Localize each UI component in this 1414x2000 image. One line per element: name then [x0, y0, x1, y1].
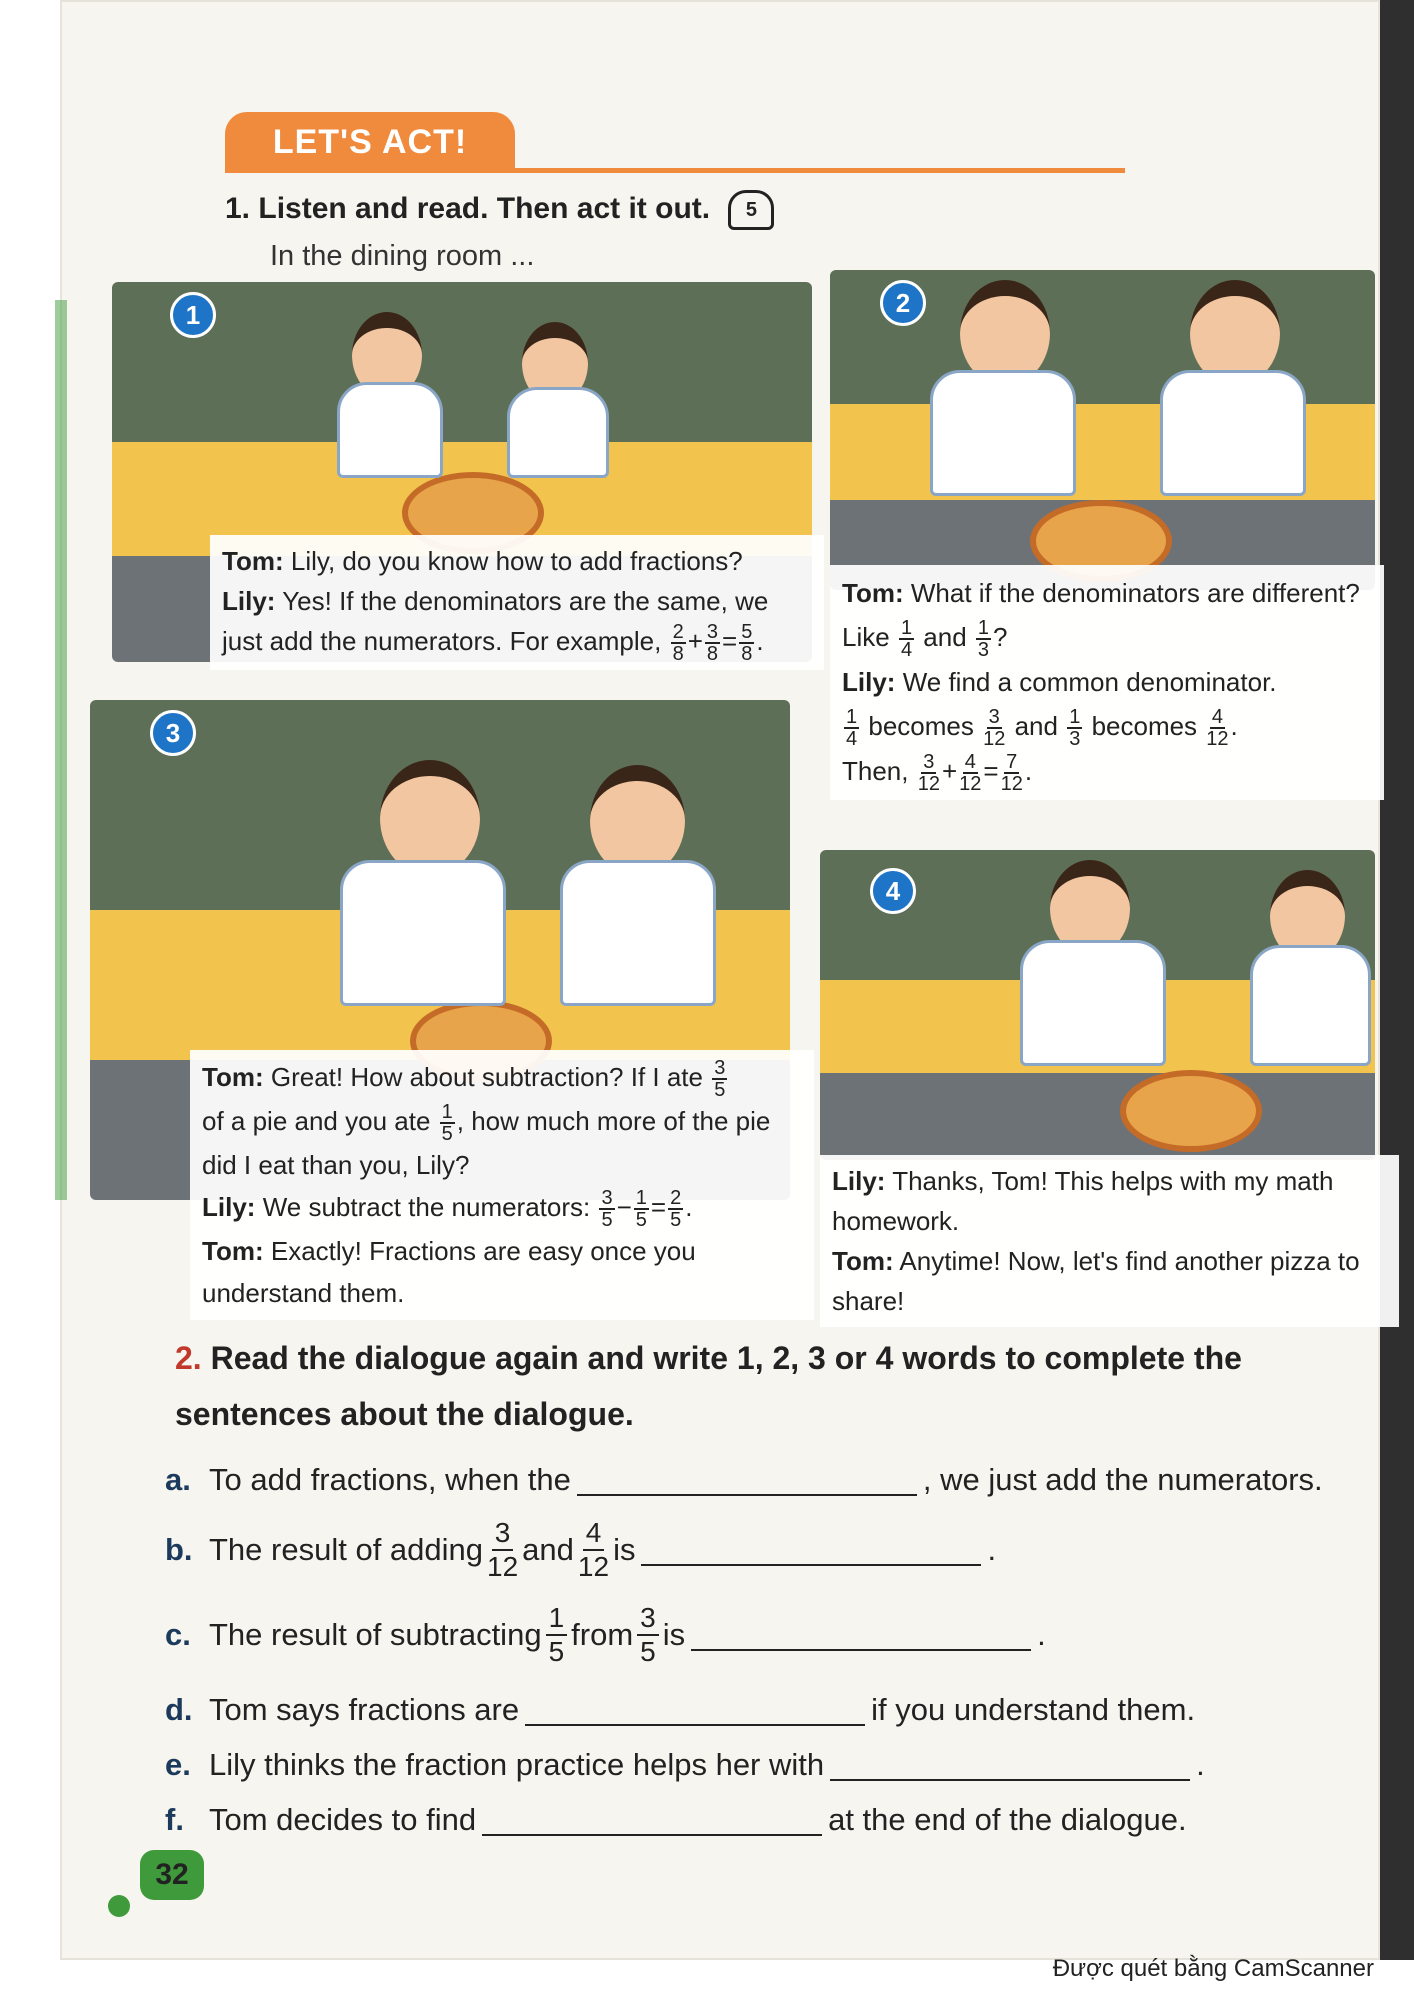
page-edge [1380, 0, 1414, 1960]
fraction: $\frac{5}{8}$ [741, 621, 753, 666]
item-b [165, 1510, 1365, 1590]
panel-number-1: 1 [170, 292, 216, 338]
fraction: 3 5 [637, 1602, 659, 1668]
line: Like [842, 622, 890, 652]
panel-1-dialogue: Tom: Lily, do you know how to add fractions? Lily: Yes! If the denominators are the same, we just add the numerators. For example, $\frac{2}{8}$ + $\frac{3}{8}$ = $\frac{5}{8}$ . [210, 535, 824, 670]
fraction: $\frac{2}{8}$ [672, 621, 684, 666]
fraction: $\frac{7}{12}$ [1000, 751, 1023, 796]
answer-blank[interactable] [577, 1464, 917, 1496]
panel-4-dialogue [820, 1155, 1399, 1327]
page-number: 32 [140, 1850, 204, 1900]
item-letter: a. [165, 1462, 191, 1497]
lily-shirt [507, 387, 609, 478]
line: , how much more of the pie did I eat than you, Lily? [202, 1106, 771, 1181]
line: We subtract the numerators: [262, 1192, 591, 1223]
q1-number: 1. [225, 191, 251, 225]
panel-number-2: 2 [880, 280, 926, 326]
fraction: $\frac{1}{3}$ [1069, 706, 1081, 751]
fraction: 1 5 [546, 1602, 568, 1668]
item-letter: b. [165, 1532, 193, 1567]
item-letter: c. [165, 1617, 191, 1652]
item-text: Tom decides to find [209, 1802, 477, 1837]
fraction: $\frac{4}{12}$ [959, 751, 982, 796]
lily-shirt [1160, 370, 1306, 496]
tom-shirt [337, 382, 443, 478]
item-text: is [662, 1617, 686, 1652]
item-text: Tom says fractions are [209, 1692, 520, 1727]
q2-number: 2. [175, 1340, 202, 1376]
scanner-watermark: Được quét bằng CamScanner [1052, 1955, 1374, 1982]
word: and [1014, 711, 1058, 742]
speaker: Tom: [832, 1246, 894, 1276]
speaker: Tom: [202, 1236, 264, 1267]
fraction: $\frac{1}{4}$ [900, 617, 913, 662]
item-text: . [987, 1532, 997, 1567]
item-text: , we just add the numerators. [922, 1462, 1323, 1497]
tom-figure [380, 760, 480, 876]
speaker: Lily: [842, 667, 896, 698]
line: Thanks, Tom! This helps with my math homework. [832, 1166, 1334, 1236]
item-d [165, 1680, 1365, 1740]
answer-blank[interactable] [830, 1749, 1190, 1781]
fraction: $\frac{1}{5}$ [441, 1101, 453, 1146]
answer-blank[interactable] [641, 1534, 981, 1566]
item-c [165, 1595, 1365, 1675]
word: and [923, 622, 967, 652]
table [820, 1073, 1375, 1160]
setting-text: In the dining room ... [270, 240, 535, 272]
word: Then, [842, 756, 909, 787]
line: We find a common denominator. [902, 667, 1277, 698]
lets-act-banner: LET'S ACT! [225, 112, 515, 172]
answer-blank[interactable] [525, 1694, 865, 1726]
speaker: Tom: [202, 1062, 264, 1092]
fraction: $\frac{3}{5}$ [601, 1187, 613, 1232]
item-e [165, 1735, 1365, 1795]
speaker: Tom: [222, 546, 284, 576]
item-text: . [1196, 1747, 1205, 1782]
item-text: . [1037, 1617, 1046, 1652]
panel-number-4: 4 [870, 868, 916, 914]
q1-text: Listen and read. Then act it out. [258, 191, 711, 225]
item-text: is [613, 1532, 636, 1567]
item-text: Lily thinks the fraction practice helps her with [209, 1747, 825, 1782]
speaker: Lily: [832, 1166, 886, 1196]
tom-shirt [340, 860, 506, 1006]
line: Lily, do you know how to add fractions? [290, 546, 743, 576]
fraction: $\frac{2}{5}$ [670, 1187, 682, 1232]
tom-shirt [1020, 940, 1166, 1066]
wall [112, 282, 812, 442]
fraction: $\frac{3}{12}$ [983, 706, 1006, 751]
answer-blank[interactable] [482, 1804, 822, 1836]
item-f [165, 1790, 1365, 1850]
speaker: Tom: [842, 578, 904, 608]
audio-track-icon[interactable] [728, 190, 774, 230]
line: Yes! If the denominators are the same, we just add the numerators. For example, [222, 586, 769, 656]
line: What if the denominators are different? [910, 578, 1360, 608]
fraction: 4 12 [577, 1517, 610, 1582]
line: Exactly! Fractions are easy once you understand them. [202, 1236, 696, 1309]
panel-3-dialogue: Tom: Great! How about subtraction? If I ate $\frac{3}{5}$ of a pie and you ate $\frac{1}{5}$ , how much more of the pie did I eat than you, Lily? Lily: We subtract the numerators: $\frac{3}{5}$ − $\frac{1}{5}$ = $\frac{2}{5}$ . Tom: Exactly! Fractions are easy once you understand them. [190, 1050, 814, 1320]
page-dot [108, 1895, 130, 1917]
item-text: and [522, 1532, 574, 1567]
speaker: Lily: [222, 586, 276, 616]
pizza [1120, 1070, 1262, 1152]
tom-shirt [930, 370, 1076, 496]
lily-shirt [560, 860, 716, 1006]
item-text: The result of adding [209, 1532, 484, 1567]
item-text: The result of subtracting [209, 1617, 542, 1652]
item-text: from [571, 1617, 634, 1652]
question-1 [225, 190, 774, 230]
line: of a pie and you ate [202, 1106, 431, 1137]
banner-line [225, 168, 1125, 173]
speaker: Lily: [202, 1192, 256, 1223]
item-letter: e. [165, 1747, 191, 1782]
item-text: To add fractions, when the [209, 1462, 571, 1497]
side-strip [55, 300, 67, 1200]
item-text: if you understand them. [871, 1692, 1196, 1727]
line: Great! How about subtraction? If I ate [270, 1062, 703, 1092]
item-letter: d. [165, 1692, 193, 1727]
word: becomes [1091, 711, 1198, 742]
fraction: 3 12 [487, 1517, 519, 1582]
question-2 [175, 1330, 1375, 1442]
fraction: $\frac{1}{4}$ [846, 706, 858, 751]
item-a [165, 1450, 1365, 1510]
fraction: $\frac{1}{5}$ [635, 1187, 647, 1232]
audio-track-number: 5 [745, 198, 757, 221]
fraction: $\frac{1}{3}$ [977, 617, 990, 662]
item-text: at the end of the dialogue. [828, 1802, 1187, 1837]
line: Anytime! Now, let's find another pizza to share! [832, 1246, 1360, 1316]
item-letter: f. [165, 1802, 184, 1837]
panel-2-dialogue: Tom: What if the denominators are different? Like $\frac{1}{4}$ and $\frac{1}{3}$ ? Lily: We find a common denominator. $\frac{1}{4}$ becomes $\frac{3}{12}$ and $\frac{1}{3}$ becomes $\frac{4}{12}$ . Then, $\frac{3}{12}$ + $\frac{4}{12}$ = $\frac{7}{12}$ . [830, 565, 1384, 800]
fraction: $\frac{4}{12}$ [1206, 706, 1229, 751]
fraction: $\frac{3}{5}$ [714, 1057, 726, 1102]
word: becomes [868, 711, 974, 742]
q2-text: Read the dialogue again and write 1, 2, 3 or 4 words to complete the sentences about the dialogue. [175, 1340, 1242, 1432]
lily-shirt [1250, 945, 1371, 1066]
fraction: $\frac{3}{12}$ [917, 751, 940, 796]
panel-number-3: 3 [150, 710, 196, 756]
answer-blank[interactable] [691, 1619, 1031, 1651]
fraction: $\frac{3}{8}$ [706, 621, 718, 666]
